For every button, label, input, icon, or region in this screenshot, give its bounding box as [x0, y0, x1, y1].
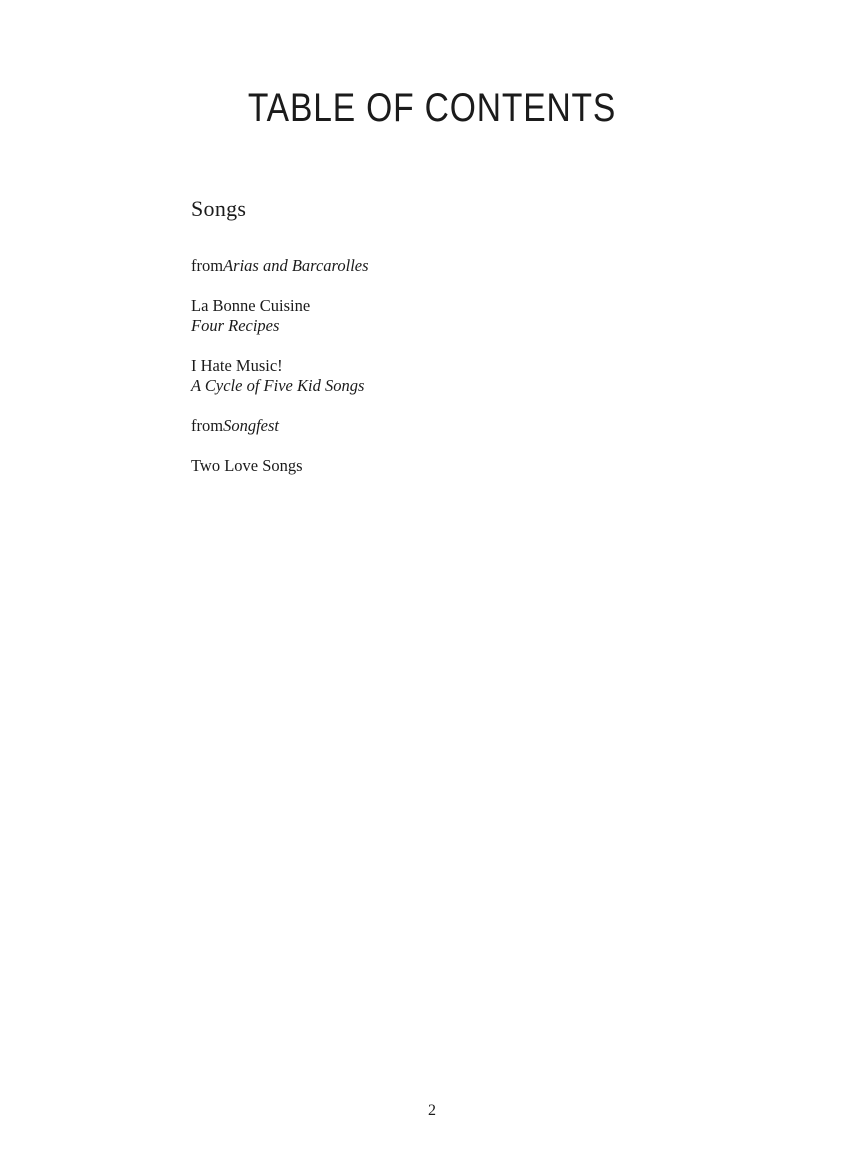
- toc-list: [191, 236, 648, 496]
- toc-group-label: [191, 356, 648, 376]
- label-text: Two Love Songs: [191, 456, 303, 475]
- toc-group: [191, 256, 648, 276]
- label-text: from: [191, 256, 224, 275]
- toc-group-label: [191, 456, 648, 476]
- work-title-italic: A Cycle of Five Kid Songs: [191, 376, 365, 395]
- work-title-italic: Arias and Barcarolles: [223, 256, 369, 275]
- page-title: TABLE OF CONTENTS: [247, 86, 617, 130]
- toc-group: [191, 416, 648, 436]
- toc-group-label: [191, 316, 648, 336]
- work-title-italic: Four Recipes: [191, 316, 280, 335]
- label-text: I Hate Music!: [191, 356, 283, 375]
- toc-group: [191, 456, 648, 476]
- toc-group-label: [191, 256, 648, 276]
- toc-group: [191, 356, 648, 396]
- work-title-italic: Songfest: [223, 416, 279, 435]
- section-heading: Songs: [191, 196, 247, 221]
- toc-group-label: [191, 376, 648, 396]
- toc-group-label: [191, 416, 648, 436]
- toc-group: [191, 296, 648, 336]
- label-text: from: [191, 416, 224, 435]
- toc-group-label: [191, 296, 648, 316]
- page-number: 2: [428, 1102, 436, 1119]
- label-text: La Bonne Cuisine: [191, 296, 311, 315]
